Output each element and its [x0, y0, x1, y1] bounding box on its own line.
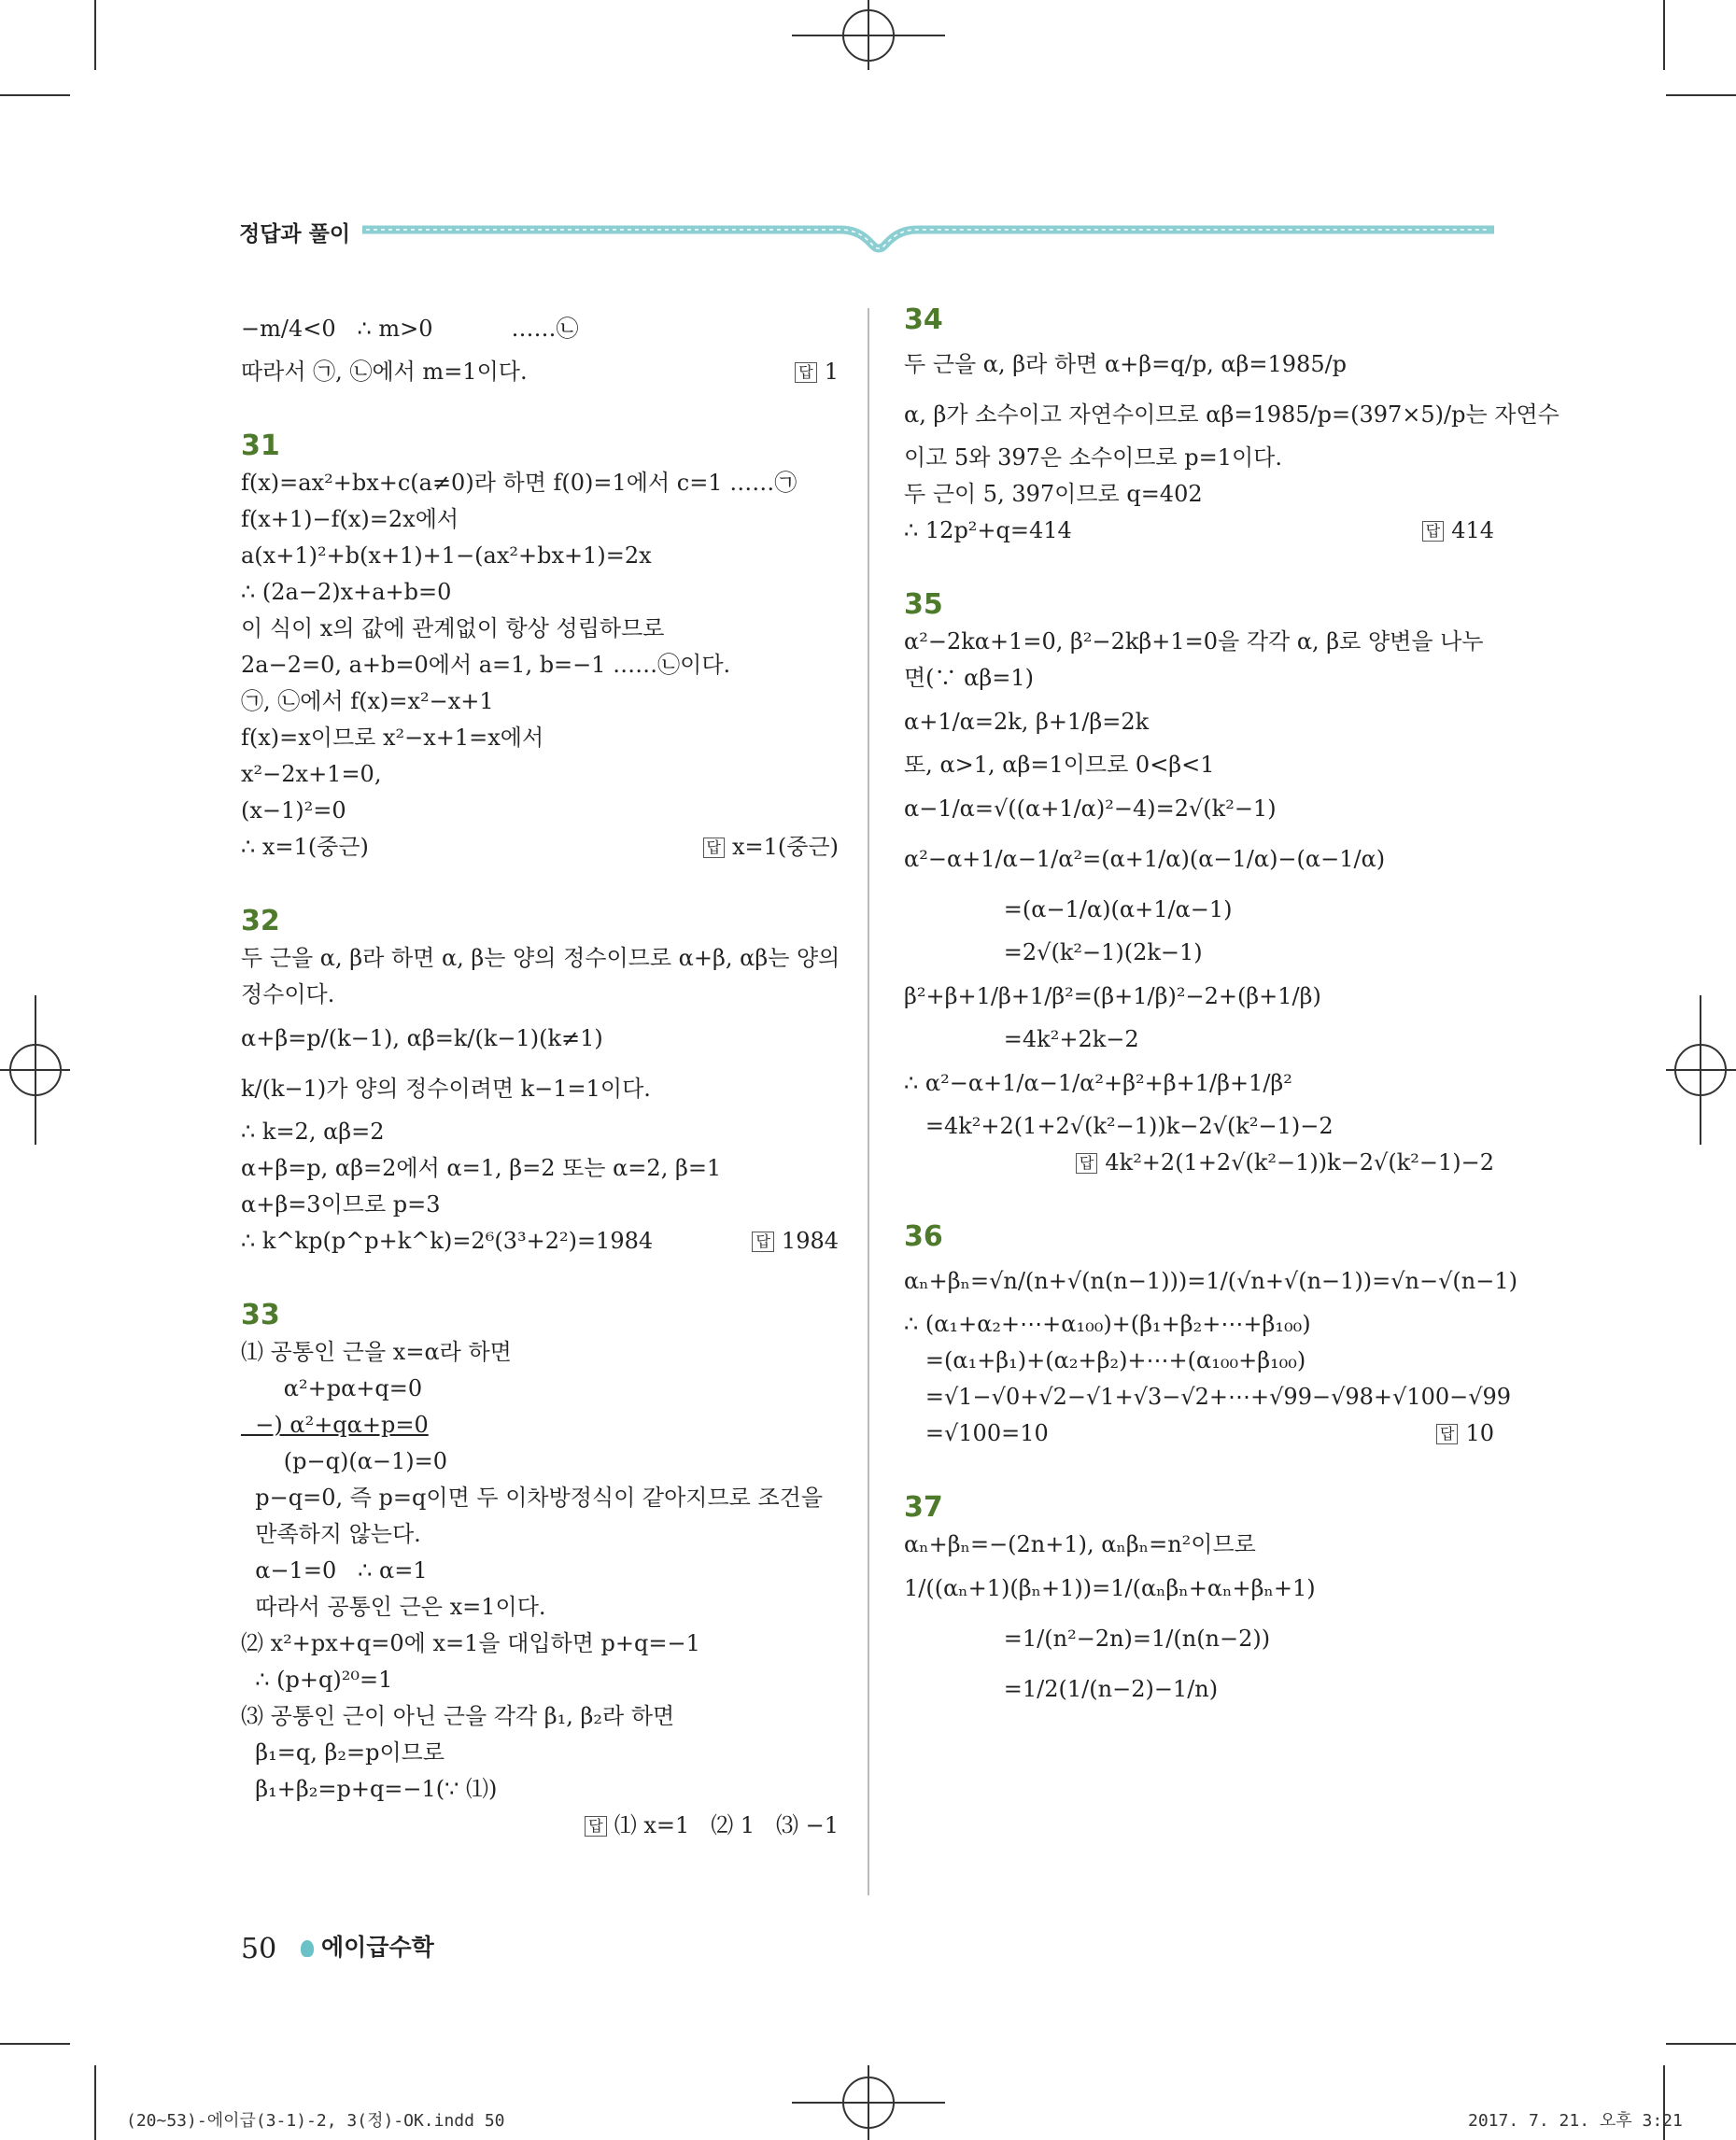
- problem-number: 33: [241, 1299, 280, 1331]
- answer: [703, 829, 839, 866]
- solution-line: ∴ (p+q)²⁰=1: [241, 1667, 393, 1693]
- right-column: [904, 303, 1560, 1714]
- solution-line: =(α₁+β₁)+(α₂+β₂)+⋯+(α₁₀₀+β₁₀₀): [904, 1347, 1306, 1373]
- solution-line: =√100=10: [904, 1420, 1049, 1446]
- solution-line: a(x+1)²+b(x+1)+1−(ax²+bx+1)=2x: [241, 542, 652, 569]
- left-column: [241, 303, 839, 1844]
- problem-number: 36: [904, 1220, 943, 1253]
- crop-mark: [94, 2065, 96, 2140]
- solution-line: 이고 5와 397은 소수이므로 p=1이다.: [904, 444, 1282, 471]
- header-divider: [362, 220, 1494, 258]
- solution-line: ㉠, ㉡에서 f(x)=x²−x+1: [241, 688, 494, 714]
- solution-line: (x−1)²=0: [241, 797, 346, 824]
- registration-mark: [9, 1044, 62, 1096]
- answer: [904, 1145, 1494, 1181]
- column-divider: [868, 308, 869, 1895]
- solution-line: α+1/α=2k, β+1/β=2k: [904, 709, 1150, 735]
- solution-line: ⑵ x²+px+q=0에 x=1을 대입하면 p+q=−1: [241, 1630, 700, 1656]
- problem-31: [241, 429, 839, 866]
- problem-35: [904, 588, 1494, 1181]
- solution-line: α−1/α=√((α+1/α)²−4)=2√(k²−1): [904, 795, 1277, 822]
- crop-mark: [1666, 2043, 1736, 2045]
- solution-line: =(α−1/α)(α+1/α−1): [904, 896, 1233, 922]
- problem-33: [241, 1299, 839, 1844]
- section-title: 정답과 풀이: [239, 222, 351, 246]
- print-slug-date: 2017. 7. 21. 오후 3:21: [1468, 2111, 1683, 2131]
- book-logo: [301, 1929, 434, 1963]
- solution-line: ∴ k=2, αβ=2: [241, 1119, 385, 1145]
- page-number: 50: [241, 1933, 277, 1965]
- solution-line: ∴ x=1(중근): [241, 834, 369, 860]
- solution-line: k/(k−1)가 양의 정수이려면 k−1=1이다.: [241, 1076, 651, 1102]
- solution-line: α+β=p/(k−1), αβ=k/(k−1)(k≠1): [241, 1025, 603, 1051]
- answer-badge: 답: [752, 1232, 773, 1252]
- problem-number: 37: [904, 1491, 943, 1524]
- solution-line: α²+pα+q=0: [241, 1375, 423, 1401]
- solution-line: α²−2kα+1=0, β²−2kβ+1=0을 각각 α, β로 양변을 나누: [904, 628, 1484, 655]
- solution-line: f(x)=ax²+bx+c(a≠0)라 하면 f(0)=1에서 c=1 ……㉠: [241, 470, 797, 496]
- answer: [752, 1223, 839, 1260]
- solution-line: −) α²+qα+p=0: [241, 1412, 429, 1438]
- solution-line: =1/2(1/(n−2)−1/n): [904, 1676, 1219, 1702]
- solution-line: 면(∵ αβ=1): [904, 665, 1035, 691]
- registration-mark: [1674, 1044, 1727, 1096]
- registration-mark: [842, 2077, 895, 2129]
- problem-37: [904, 1491, 1494, 1714]
- solution-line: =1/(n²−2n)=1/(n(n−2)): [904, 1626, 1271, 1652]
- problem-number: 32: [241, 905, 280, 937]
- answer: [795, 354, 839, 390]
- answer-value: ⑴ x=1 ⑵ 1 ⑶ −1: [614, 1812, 839, 1838]
- solution-line: ∴ (α₁+α₂+⋯+α₁₀₀)+(β₁+β₂+⋯+β₁₀₀): [904, 1311, 1311, 1337]
- problem-32: [241, 905, 839, 1260]
- solution-line: ⑴ 공통인 근을 x=α라 하면: [241, 1339, 512, 1365]
- answer-value: x=1(중근): [731, 834, 839, 860]
- solution-line: =4k²+2(1+2√(k²−1))k−2√(k²−1)−2: [904, 1113, 1334, 1139]
- solution-line: 따라서 ㉠, ㉡에서 m=1이다.: [241, 359, 528, 385]
- answer: [1422, 513, 1494, 549]
- solution-line: αₙ+βₙ=−(2n+1), αₙβₙ=n²이므로: [904, 1531, 1256, 1557]
- answer-badge: 답: [795, 362, 816, 383]
- solution-line: ∴ 12p²+q=414: [904, 517, 1072, 543]
- solution-line: ∴ (2a−2)x+a+b=0: [241, 579, 452, 605]
- answer-badge: 답: [1422, 521, 1444, 542]
- solution-line: β₁+β₂=p+q=−1(∵ ⑴): [241, 1776, 498, 1802]
- crop-mark: [94, 0, 96, 70]
- problem-number: 31: [241, 429, 280, 462]
- solution-line: 따라서 공통인 근은 x=1이다.: [241, 1594, 546, 1620]
- solution-line: β₁=q, β₂=p이므로: [241, 1739, 445, 1766]
- solution-line: 두 근이 5, 397이므로 q=402: [904, 481, 1203, 507]
- solution-line: 정수이다.: [241, 981, 335, 1007]
- solution-line: f(x)=x이므로 x²−x+1=x에서: [241, 725, 544, 751]
- solution-line: 1/((αₙ+1)(βₙ+1))=1/(αₙβₙ+αₙ+βₙ+1): [904, 1575, 1316, 1601]
- crop-mark: [1666, 94, 1736, 96]
- solution-line: 두 근을 α, β라 하면 α, β는 양의 정수이므로 α+β, αβ는 양의: [241, 945, 840, 971]
- answer-badge: 답: [1076, 1153, 1097, 1174]
- solution-line: αₙ+βₙ=√n/(n+√(n(n−1)))=1/(√n+√(n−1))=√n−√(n−1): [904, 1268, 1517, 1294]
- solution-line: =4k²+2k−2: [904, 1026, 1139, 1052]
- solution-line: 두 근을 α, β라 하면 α+β=q/p, αβ=1985/p: [904, 351, 1348, 377]
- book-logo-text: 에이급수학: [321, 1934, 434, 1961]
- solution-line: f(x+1)−f(x)=2x에서: [241, 506, 459, 532]
- solution-line: −m/4<0 ∴ m>0 ……㉡: [241, 316, 579, 342]
- crop-mark: [1663, 0, 1665, 70]
- solution-line: 이 식이 x의 값에 관계없이 항상 성립하므로: [241, 615, 665, 641]
- solution-line: =√1−√0+√2−√1+√3−√2+⋯+√99−√98+√100−√99: [904, 1384, 1512, 1410]
- answer-value: 10: [1465, 1420, 1494, 1446]
- print-slug-file: (20~53)-에이급(3-1)-2, 3(정)-OK.indd 50: [126, 2111, 505, 2131]
- answer-badge: 답: [703, 838, 725, 858]
- answer-value: 1: [824, 359, 839, 385]
- solution-line: α²−α+1/α−1/α²=(α+1/α)(α−1/α)−(α−1/α): [904, 846, 1386, 872]
- problem-36: [904, 1220, 1517, 1452]
- solution-line: ∴ k^kp(p^p+k^k)=2⁶(3³+2²)=1984: [241, 1228, 654, 1254]
- solution-line: 또, α>1, αβ=1이므로 0<β<1: [904, 752, 1215, 778]
- answer-value: 4k²+2(1+2√(k²−1))k−2√(k²−1)−2: [1105, 1149, 1494, 1176]
- solution-line: =2√(k²−1)(2k−1): [904, 939, 1203, 965]
- solution-line: ⑶ 공통인 근이 아닌 근을 각각 β₁, β₂라 하면: [241, 1703, 675, 1729]
- problem-number: 35: [904, 588, 943, 621]
- lightbulb-icon: [301, 1940, 314, 1957]
- answer-value: 414: [1451, 517, 1494, 543]
- solution-line: 만족하지 않는다.: [241, 1521, 421, 1547]
- answer: [1436, 1415, 1494, 1452]
- solution-line: α, β가 소수이고 자연수이므로 αβ=1985/p=(397×5)/p는 자연수: [904, 401, 1560, 428]
- solution-line: α+β=3이므로 p=3: [241, 1191, 441, 1218]
- problem-34: [904, 303, 1560, 549]
- crop-mark: [0, 94, 70, 96]
- solution-line: x²−2x+1=0,: [241, 761, 382, 787]
- answer-badge: 답: [585, 1816, 606, 1837]
- solution-line: α+β=p, αβ=2에서 α=1, β=2 또는 α=2, β=1: [241, 1155, 722, 1181]
- answer-badge: 답: [1436, 1424, 1458, 1444]
- registration-mark: [842, 9, 895, 62]
- solution-line: β²+β+1/β+1/β²=(β+1/β)²−2+(β+1/β): [904, 983, 1321, 1009]
- problem-number: 34: [904, 303, 943, 336]
- solution-line: (p−q)(α−1)=0: [241, 1448, 448, 1474]
- problem-30-continuation: [241, 303, 839, 390]
- crop-mark: [0, 2043, 70, 2045]
- solution-line: 2a−2=0, a+b=0에서 a=1, b=−1 ……㉡이다.: [241, 652, 731, 678]
- answer: [241, 1808, 839, 1844]
- answer-value: 1984: [781, 1228, 839, 1254]
- solution-line: p−q=0, 즉 p=q이면 두 이차방정식이 같아지므로 조건을: [241, 1485, 824, 1511]
- solution-line: α−1=0 ∴ α=1: [241, 1557, 428, 1584]
- solution-line: ∴ α²−α+1/α−1/α²+β²+β+1/β+1/β²: [904, 1070, 1292, 1096]
